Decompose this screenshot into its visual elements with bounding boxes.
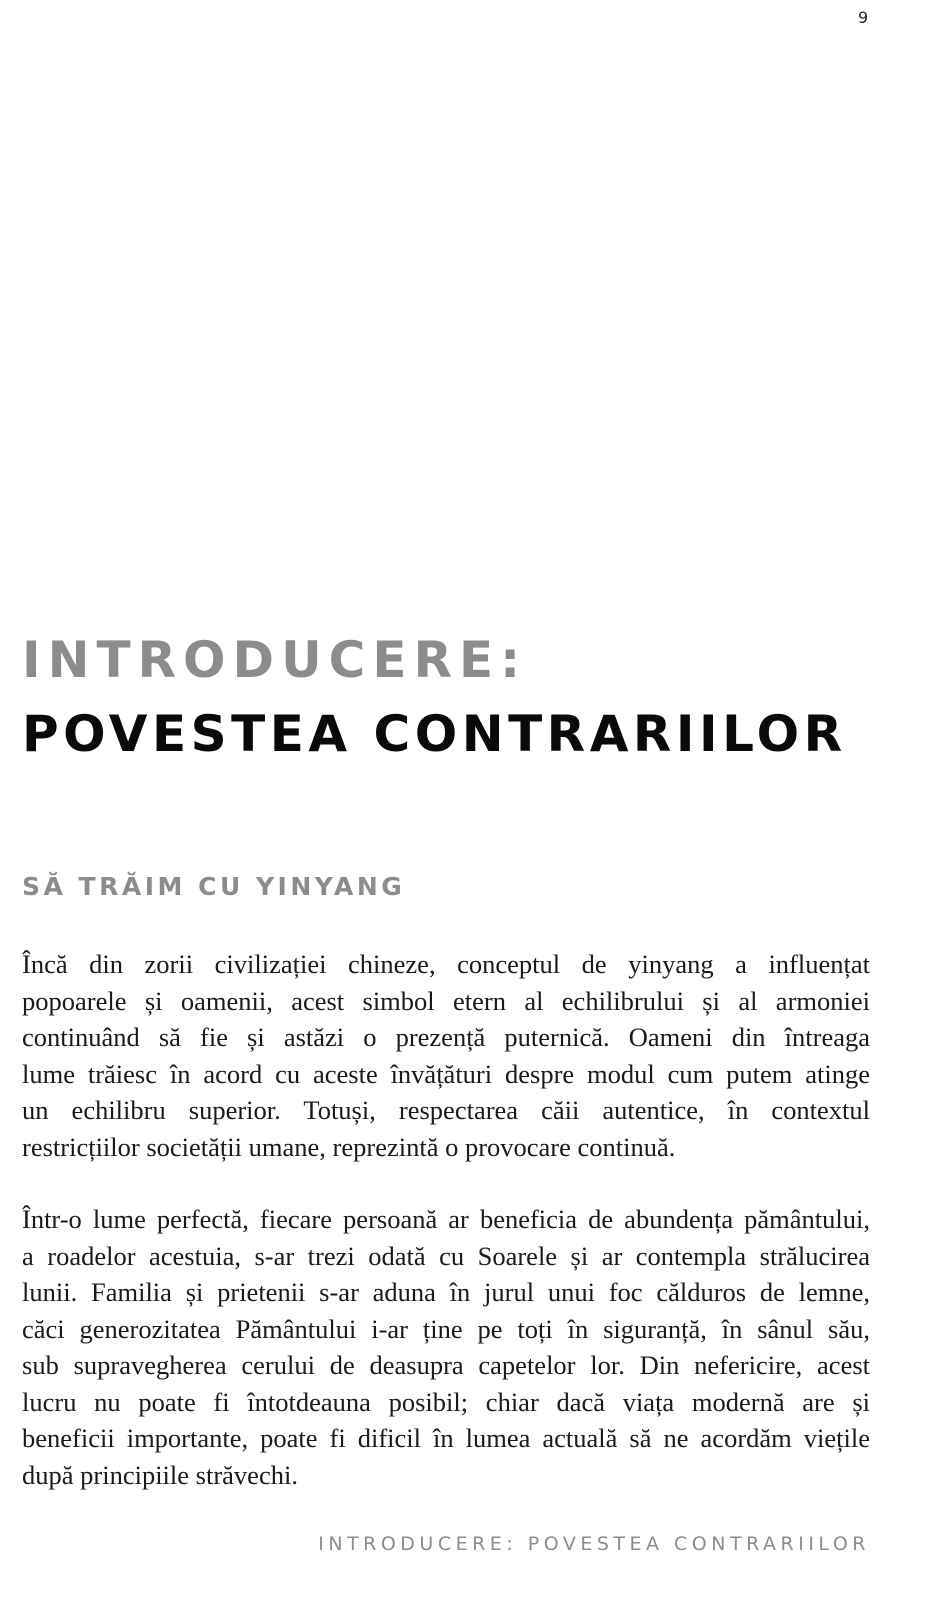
text-line: continuând să fie și astăzi o prezență puternică. Oameni din întreaga [22,1022,870,1052]
text-line: Într-o lume perfectă, fiecare persoană ar beneficia de abundența pământului, [22,1204,870,1234]
chapter-title-line-2: POVESTEA CONTRARIILOR [22,705,847,763]
chapter-title-line-1: INTRODUCERE: [22,631,528,689]
text-line: a roadelor acestuia, s-ar trezi odată cu Soarele și ar contempla strălucirea [22,1240,870,1271]
text-line: după principiile străvechi. [22,1459,298,1490]
text-line: popoarele și oamenii, acest simbol etern al echilibrului și al armoniei [22,985,870,1016]
running-footer: INTRODUCERE: POVESTEA CONTRARIILOR [318,1533,870,1555]
section-heading: SĂ TRĂIM CU YINYANG [22,872,406,901]
paragraph-2 [22,1201,870,1493]
text-line: căci generozitatea Pământului i-ar ține pe toți în siguranță, în sânul său, [22,1313,870,1344]
page-number: 9 [858,8,869,27]
text-line: lunii. Familia și prietenii s-ar aduna în jurul unui foc călduros de lemne, [22,1277,870,1307]
text-line: sub supravegherea cerului de deasupra capetelor lor. Din nefericire, acest [22,1350,870,1380]
text-line: lucru nu poate fi întotdeauna posibil; chiar dacă viața modernă are și [22,1386,870,1417]
paragraph-1 [22,946,870,1165]
text-line: restricțiilor societății umane, reprezintă o provocare continuă. [22,1131,676,1162]
text-line: lume trăiesc în acord cu aceste învățături despre modul cum putem atinge [22,1058,870,1089]
text-line: Încă din zorii civilizației chineze, conceptul de yinyang a influențat [22,949,870,979]
text-line: beneficii importante, poate fi dificil în lumea actuală să ne acordăm viețile [22,1423,870,1453]
text-line: un echilibru superior. Totuși, respectarea căii autentice, în contextul [22,1095,870,1125]
